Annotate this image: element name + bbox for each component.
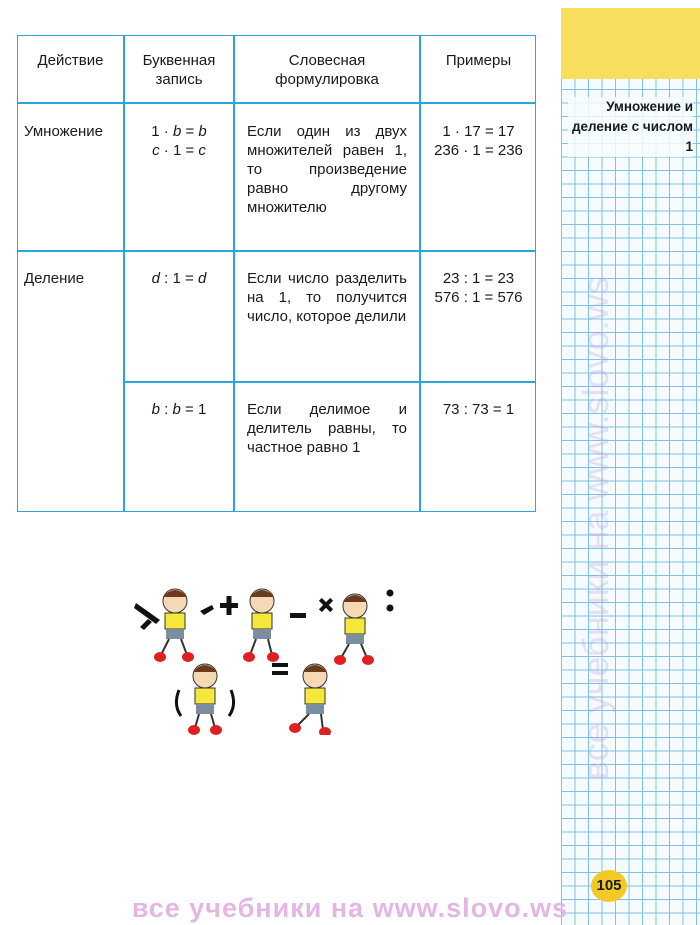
header-letter-notation: Буквенная запись bbox=[142, 52, 216, 88]
formula-mult-1: 1 · b = b bbox=[151, 123, 207, 140]
rule-multiplication: Если один из двух множителей равен 1, то произведение равно другому множителю bbox=[247, 123, 407, 216]
sidebar-yellow-block bbox=[561, 8, 700, 79]
col-divider bbox=[123, 36, 125, 511]
row-divider bbox=[18, 250, 535, 252]
example-div-2: 576 : 1 = 576 bbox=[434, 289, 523, 306]
rule-self-division: Если делимое и делитель равны, то частное равно 1 bbox=[247, 401, 407, 456]
bottom-watermark: все учебники на www.slovo.ws bbox=[131, 893, 569, 923]
example-div-1: 23 : 1 = 23 bbox=[442, 270, 515, 287]
vertical-watermark: все учебники на www.slovo.ws bbox=[575, 276, 616, 780]
example-mult-2: 236 · 1 = 236 bbox=[434, 142, 523, 159]
header-action: Действие bbox=[37, 52, 104, 69]
page-number-badge: 105 bbox=[591, 870, 627, 902]
action-multiplication: Умножение bbox=[24, 123, 104, 140]
col-divider bbox=[233, 36, 235, 511]
example-mult-1: 1 · 17 = 17 bbox=[442, 123, 515, 140]
children-with-math-signs-icon bbox=[130, 575, 400, 735]
formula-self-div: b : b = 1 bbox=[151, 401, 207, 418]
formula-div-1: d : 1 = d bbox=[151, 270, 207, 287]
col-divider bbox=[419, 36, 421, 511]
rule-division: Если число разделить на 1, то получится число, которое делили bbox=[247, 270, 407, 325]
action-division: Деление bbox=[24, 270, 85, 287]
topic-title: Умножение и деление с числом 1 bbox=[568, 97, 693, 157]
header-verbal-rule: Словесная формулировка bbox=[275, 52, 379, 88]
subrow-divider bbox=[124, 381, 535, 383]
formula-mult-2: c · 1 = c bbox=[152, 142, 206, 159]
header-examples: Примеры bbox=[445, 52, 512, 69]
header-divider bbox=[18, 102, 535, 104]
example-self-div: 73 : 73 = 1 bbox=[442, 401, 515, 418]
rules-table bbox=[17, 35, 536, 512]
